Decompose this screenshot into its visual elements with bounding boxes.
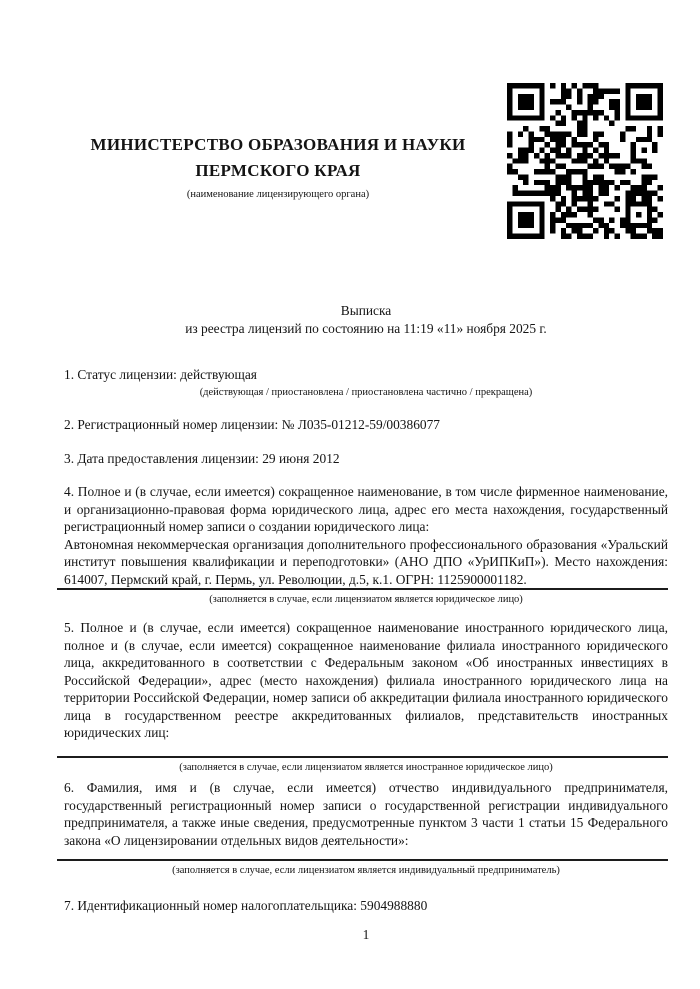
foreign-entity-caption: (заполняется в случае, если лицензиатом является иностранное юридическое лицо) xyxy=(179,761,553,773)
item-taxpayer-number xyxy=(64,897,668,915)
foreign-entity-label: 5. Полное и (в случае, если имеется) сокращенное наименование иностранного юридического лица, полное и (в случае, если имеется) сокращенное наименование филиала иностранного юридического лица, аккредитованного в соответствии с Федеральным законом «Об иностранных инвестициях в Российской Федерации», адрес (место нахождения) филиала иностранного юридического лица на территории Российской Федерации, номер записи об аккредитации филиала иностранного юридического лица в государственном реестре аккредитованных филиалов, представительств иностранных юридических лиц: xyxy=(64,620,668,740)
page-number: 1 xyxy=(362,927,370,942)
registration-number-text: 2. Регистрационный номер лицензии: № Л035-01212-59/00386077 xyxy=(64,417,440,432)
item-license-status xyxy=(64,366,668,399)
item-foreign-entity xyxy=(64,619,668,774)
document-title: Выписка xyxy=(340,303,392,318)
legal-entity-value: Автономная некоммерческая организация дополнительного профессионального образования «Уральский институт повышения квалификации и переподготовки» (АНО ДПО «УрИПКиП»). Место нахождения: 614007, Пермский край, г. Пермь, ул. Революции, д.5, к.1. ОГРН: 1125900001182. xyxy=(64,536,668,587)
taxpayer-number-text: 7. Идентификационный номер налогоплательщика: 5904988880 xyxy=(64,898,428,913)
individual-entrepreneur-label: 6. Фамилия, имя и (в случае, если имеется) отчество индивидуального предпринимателя, государственный регистрационный номер записи о государственной регистрации индивидуального предпринимателя, а также иные сведения, предусмотренные пунктом 3 части 1 статьи 15 Федерального закона «О лицензировании отдельных видов деятельности»: xyxy=(64,780,668,848)
license-status-caption: (действующая / приостановлена / приостановлена частично / прекращена) xyxy=(199,386,533,398)
item-legal-entity xyxy=(64,483,668,606)
licensing-authority-caption: (наименование лицензирующего органа) xyxy=(186,189,370,200)
legal-entity-fill-line xyxy=(57,588,668,590)
item-grant-date xyxy=(64,450,668,468)
item-individual-entrepreneur xyxy=(64,779,668,877)
license-status-text: 1. Статус лицензии: действующая xyxy=(64,367,257,382)
legal-entity-caption: (заполняется в случае, если лицензиатом является юридическое лицо) xyxy=(209,594,523,605)
ministry-name-line2: ПЕРМСКОГО КРАЯ xyxy=(195,161,361,180)
licensing-authority-header xyxy=(68,132,488,201)
item-registration-number xyxy=(64,416,668,434)
individual-entrepreneur-caption: (заполняется в случае, если лицензиатом является индивидуальный предприниматель) xyxy=(172,865,560,876)
foreign-entity-blank-answer xyxy=(64,742,668,756)
document-title-block xyxy=(64,302,668,337)
individual-entrepreneur-blank-answer xyxy=(64,849,668,859)
legal-entity-label: 4. Полное и (в случае, если имеется) сокращенное наименование, в том числе фирменное наименование, и организационно-правовая форма юридического лица, адрес его места нахождения, государственный регистрационный номер записи о создании юридического лица: xyxy=(64,484,668,534)
grant-date-text: 3. Дата предоставления лицензии: 29 июня 2012 xyxy=(64,451,340,466)
qr-code-icon xyxy=(507,83,663,239)
individual-entrepreneur-fill-line xyxy=(57,859,668,861)
foreign-entity-fill-line xyxy=(57,756,668,758)
ministry-name-line1: МИНИСТЕРСТВО ОБРАЗОВАНИЯ И НАУКИ xyxy=(90,135,466,154)
document-subtitle: из реестра лицензий по состоянию на 11:19 «11» ноября 2025 г. xyxy=(185,320,547,336)
